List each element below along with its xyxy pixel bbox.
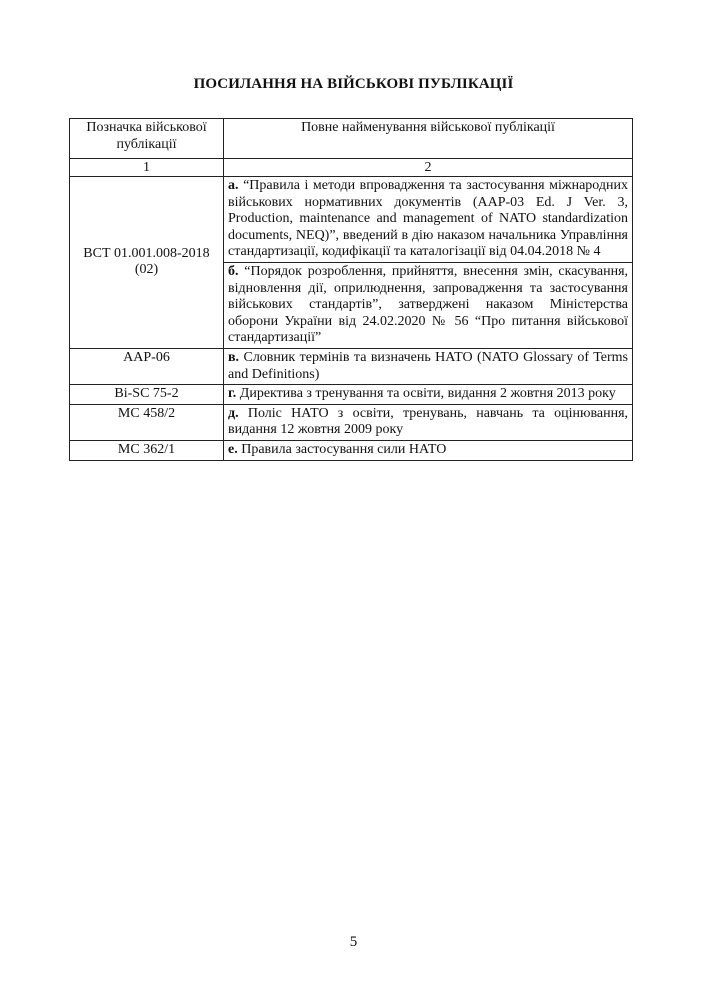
publication-description [224,177,633,263]
table-header-row [70,119,633,159]
item-letter: г. [228,386,237,402]
header-full-name: Повне найменування військової публікації [224,119,633,159]
item-text: Словник термінів та визначень НАТО (NATO Glossary of Terms and Definitions) [228,349,628,382]
publication-code: MC 362/1 [70,440,224,460]
item-text: “Порядок розроблення, прийняття, внесення змін, скасування, відновлення дії, оприлюднення, запровадження та застосування військових стандартів”, затверджені наказом Міністерства оборони України від 24.02.2020 № 56 “Про питання військової стандартизації” [228,263,629,346]
item-text: “Правила і методи впровадження та застосування міжнародних військових нормативних документів (AAP-03 Ed. J Ver. 3, Production, maintenance and management of NATO standardization documents, NEQ)”, введений в дію наказом начальника Управління стандартизації, кодифікації та каталогізації від 04.04.2018 № 4 [228,178,629,260]
publication-description [224,348,633,384]
publication-description [224,440,633,460]
publication-code: ВСТ 01.001.008-2018 (02) [70,177,224,349]
item-letter: в. [228,349,240,365]
column-number-row [70,159,633,177]
item-text: Поліс НАТО з освіти, тренувань, навчань та оцінювання, видання 12 жовтня 2009 року [228,405,629,438]
item-text: Директива з тренування та освіти, видання 2 жовтня 2013 року [239,386,616,402]
publication-code: MC 458/2 [70,404,224,440]
table-row [70,177,633,263]
item-letter: д. [228,405,239,421]
publication-description [224,262,633,348]
header-designation: Позначка військової публікації [70,119,224,159]
item-letter: б. [228,263,239,279]
publication-code: ААР-06 [70,348,224,384]
table-row [70,385,633,405]
table-row [70,348,633,384]
publication-description [224,385,633,405]
table-row [70,440,633,460]
publication-description [224,404,633,440]
publication-code: Bi-SC 75-2 [70,385,224,405]
page-number: 5 [349,934,358,950]
column-number-2: 2 [224,159,633,177]
item-letter: е. [228,441,238,457]
table-row [70,404,633,440]
publications-table [69,118,633,461]
item-letter: а. [228,178,239,193]
item-text: Правила застосування сили НАТО [241,441,447,457]
column-number-1: 1 [70,159,224,177]
page-title: ПОСИЛАННЯ НА ВІЙСЬКОВІ ПУБЛІКАЦІЇ [193,76,514,92]
